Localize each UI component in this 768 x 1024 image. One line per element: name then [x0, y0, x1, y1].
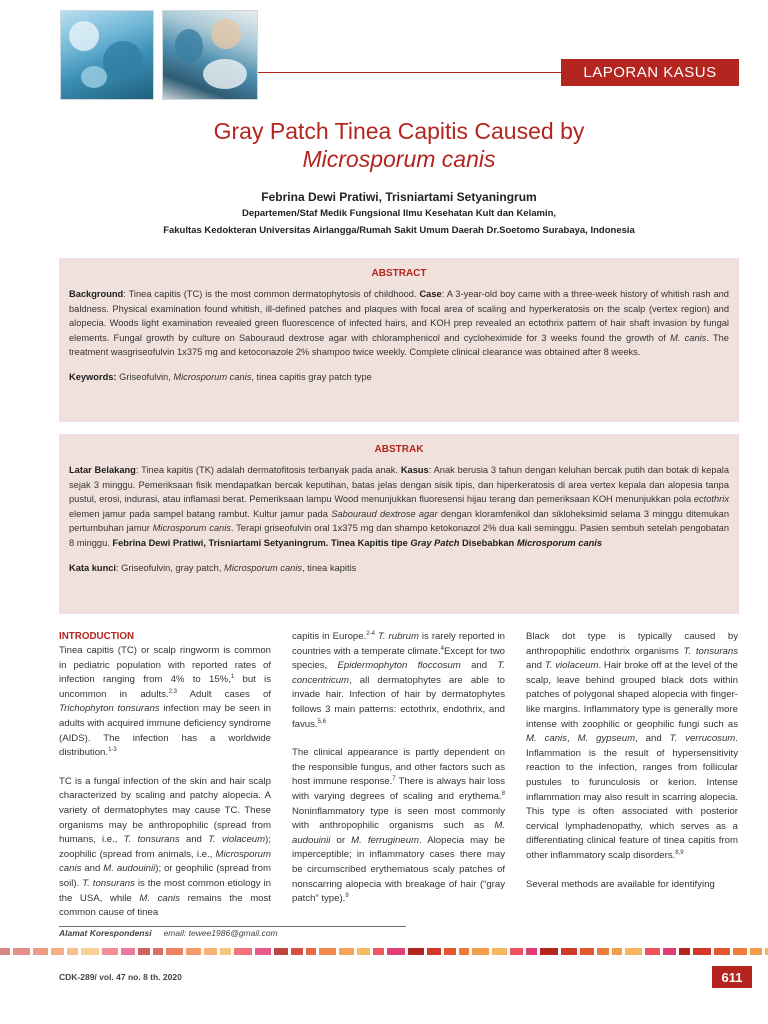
strip-dash: [33, 948, 48, 955]
section-badge: LAPORAN KASUS: [561, 59, 739, 86]
authors: Febrina Dewi Pratiwi, Trisniartami Setyaningrum: [261, 190, 537, 204]
citation-sup: 8: [501, 790, 505, 797]
strip-dash: [81, 948, 99, 955]
strip-dash: [51, 948, 64, 955]
case-text: : A 3-year-old boy came with a three-week history of whitish rash and baldness. Physical examination found whitish, ill-defined patches and plaques with focal area of scaling and hyperkeratosis on the scalp (vertex region) and alopecia. Woods light examination revealed green fluorescence of infected hairs, and KOH prep revealed an ectothrix pattern of hair shaft invasion by fungal elements. Fungal growth by culture on Sabouraud dextrose agar with chloramphenicol and cycloheximide for 3 weeks found the growth of: [69, 289, 729, 343]
paragraph: The clinical appearance is partly dependent on the responsible fungus, and other factors such as host immune response.$^7$ There is always hair loss with varying degrees of scaling and erythema.$^8$ Noninflammatory type is seen most commonly with anthropophilic organisms such as M. audouinii or M. ferrugineum. Alopecia may be imperceptible; in inflammatory cases there may be circumscribed erythematous scaly patches of nonscarring alopecia with breakage of hair (“gray patch” type).$^9$: [292, 747, 506, 905]
article-title-line-2: Microsporum canis: [302, 146, 496, 172]
species-name: Epidermophyton floccosum: [337, 660, 461, 672]
paragraph: Several methods are available for identifying: [526, 878, 715, 890]
strip-dash: [444, 948, 456, 955]
keywords-text: , tinea capitis gray patch type: [251, 371, 372, 382]
strip-dash: [13, 948, 30, 955]
abstract-box: [59, 258, 739, 422]
strip-dash: [459, 948, 469, 955]
header-photo-surgery: [60, 10, 154, 100]
latar-belakang-text: : Tinea kapitis (TK) adalah dermatofitosis terbanyak pada anak.: [135, 465, 401, 475]
strip-dash: [319, 948, 336, 955]
citation-sup: 1-3: [108, 746, 117, 753]
citation-text: Febrina Dewi Pratiwi, Trisniartami Setyaningrum. Tinea Kapitis tipe: [112, 537, 411, 548]
abstract-heading: ABSTRACT: [371, 268, 427, 279]
strip-dash: [291, 948, 303, 955]
citation-text: Disebabkan: [459, 537, 517, 548]
species-name: T. concentricum: [292, 660, 505, 686]
strip-dash: [121, 948, 135, 955]
strip-dash: [373, 948, 384, 955]
species-name: M. audouinii: [292, 820, 505, 846]
strip-dash: [220, 948, 231, 955]
journal-citation: CDK-289/ vol. 47 no. 8 th. 2020: [59, 972, 182, 982]
species-name: T. violaceum: [544, 660, 599, 672]
strip-dash: [186, 948, 201, 955]
species-name: Trichophyton tonsurans: [59, 703, 160, 715]
strip-dash: [0, 948, 10, 955]
strip-dash: [138, 948, 150, 955]
kasus-text: elemen jamur pada sampel batang rambut. Kultur jamur pada: [69, 508, 332, 519]
strip-dash: [274, 948, 288, 955]
strip-dash: [204, 948, 217, 955]
species-name: T. verrucosum: [669, 733, 736, 745]
species-name: Microsporum canis: [224, 562, 303, 573]
strip-dash: [255, 948, 271, 955]
species-name: M. canis: [139, 892, 180, 904]
abstrak-body: [69, 463, 729, 551]
correspondence: [59, 928, 278, 938]
latar-belakang-label: Latar Belakang: [69, 465, 136, 475]
species-name: M. audouinii: [103, 863, 156, 875]
strip-dash: [645, 948, 660, 955]
citation-sup: 2,3: [168, 688, 177, 695]
kata-kunci-label: Kata kunci: [69, 562, 117, 573]
species-name: T. tonsurans: [683, 645, 738, 657]
background-label: Background: [69, 289, 124, 299]
article-title-line-1: Gray Patch Tinea Capitis Caused by: [213, 118, 585, 144]
decorative-color-strip: [0, 944, 768, 959]
case-label: Case: [419, 289, 442, 299]
header-photo-ward: [162, 10, 258, 100]
section-heading-introduction: INTRODUCTION: [59, 631, 135, 642]
background-text: : Tinea capitis (TC) is the most common dermatophytosis of childhood.: [123, 289, 420, 299]
citation-sup: 4: [440, 645, 444, 652]
strip-dash: [561, 948, 577, 955]
citation: [112, 538, 602, 548]
strip-dash: [102, 948, 118, 955]
strip-dash: [166, 948, 183, 955]
strip-dash: [714, 948, 730, 955]
strip-dash: [733, 948, 747, 955]
strip-dash: [580, 948, 594, 955]
strip-dash: [306, 948, 316, 955]
kasus-text: : Anak berusia 3 tahun dengan keluhan bercak putih dan botak di kepala sejak 3 minggu. Pemeriksaan fisik mendapatkan bercak keputihan, batas jelas dengan sisik tipis, dan hiperkeratosis di area vertex kepala dan alopesia tanpa pustul, erosi, indurasi, atau inflamasi berat. Pemeriksaan lampu Wood menunjukkan fluoresensi hijau terang dan pemeriksaan KOH menunjukkan pola: [69, 465, 729, 505]
citation-sup: 1: [230, 674, 235, 680]
species-name: T. tonsurans: [123, 834, 180, 846]
strip-dash: [339, 948, 354, 955]
body-column-1: [59, 630, 271, 921]
species-name: Microsporum canis: [152, 523, 231, 534]
keywords: [69, 370, 729, 385]
species-name: M. canis: [670, 332, 707, 343]
strip-dash: [526, 948, 537, 955]
paragraph: Tinea capitis (TC) or scalp ringworm is common in pediatric population with reported rates of infection ranging from 4% to 15%,$^1$ but is uncommon in adults.$^{2,3}$ Adult cases of Trichophyton tonsurans infection may be seen in adults with acquired immune deficiency syndrome (AIDS). The infection has a worldwide distribution.$^{1-3}$: [59, 645, 271, 759]
strip-dash: [750, 948, 762, 955]
strip-dash: [540, 948, 558, 955]
paragraph: TC is a fungal infection of the skin and hair scalp characterized by scaling and patchy alopecia. A variety of dermatophytes may cause TC. These organisms may be anthropophilic (spread from humans, i.e., T. tonsurans and T. violaceum); zoophilic (spread from animals, i.e., Microsporum canis and M. audouinii); or geophilic (spread from soil). T. tonsurans is the most common etiology in the USA, while M. canis remains the most common cause of tinea: [59, 775, 271, 919]
species-name: Microsporum canis: [59, 848, 271, 875]
strip-dash: [153, 948, 163, 955]
correspondence-label: Alamat Korespondensi: [59, 928, 152, 938]
strip-dash: [625, 948, 642, 955]
strip-dash: [510, 948, 523, 955]
strip-dash: [663, 948, 676, 955]
paragraph: capitis in Europe.$^{2-4}$ T. rubrum is rarely reported in countries with a temperate climate.$^4$Except for two species, Epidermophyton floccosum and T. concentricum, all dermatophytes are able to invade hair. Infection of hair by dermatophytes follows 3 main patterns: ectothrix, endothrix, and favus.$^{5,6}$: [292, 630, 506, 730]
strip-dash: [612, 948, 622, 955]
paragraph: Black dot type is typically caused by anthropophilic endothrix organisms T. tonsurans and T. violaceum. Hair broke off at the level of the scalp, leave behind grouped black dots within patches of polygonal shaped alopecia with finger-like margins. Inflammatory type is generally more intense with zoophilic or geophilic fungi such as M. canis, M. gypseum, and T. verrucosum. Inflammation is the result of hypersensitivity reaction to the infection, ranges from follicular pustules to furunculosis or kerion. Intense inflammation may also result in scarring alopecia. This type is often associated with posterior cervical lymphadenopathy, which serves as a differentiating clinical feature of tinea capitis from other inflammatory scalp disorders.$^{8,9}$: [526, 631, 738, 861]
kata-kunci-text: , tinea kapitis: [302, 562, 357, 573]
kasus-text: dengan kloramfenikol dan sikloheksimid selama 3 minggu ditemukan pertumbuhan jamur: [69, 508, 729, 534]
citation-sup: 5,6: [317, 718, 326, 725]
citation-sup: 9: [345, 892, 349, 899]
strip-dash: [427, 948, 441, 955]
abstrak-box: [59, 434, 739, 614]
strip-dash: [234, 948, 252, 955]
body-column-2: [292, 630, 505, 907]
strip-dash: [679, 948, 690, 955]
species-name: Microsporum canis: [173, 371, 252, 382]
species-name: T. violaceum: [208, 834, 266, 846]
page-number: 611: [712, 966, 752, 988]
strip-dash: [67, 948, 78, 955]
affiliation-line-1: Departemen/Staf Medik Fungsional Ilmu Kesehatan Kult dan Kelamin,: [241, 208, 557, 219]
abstrak-heading: ABSTRAK: [374, 444, 424, 455]
correspondence-email[interactable]: email: tewee1986@gmail.com: [163, 928, 278, 938]
kata-kunci: [69, 561, 729, 576]
strip-dash: [472, 948, 489, 955]
case-text: . The treatment wasgriseofulvin 1x375 mg and ketoconazole 2% shampoo twice weekly. Complete clinical clearance was obtained after 8 weeks.: [69, 332, 729, 358]
citation-sup: 7: [392, 776, 396, 783]
species-name: T. tonsurans: [82, 877, 135, 889]
species-name: M. ferrugineum: [351, 834, 420, 846]
strip-dash: [387, 948, 405, 955]
body-column-3: [526, 630, 738, 892]
strip-dash: [357, 948, 370, 955]
citation-sup: 8,9: [675, 849, 684, 856]
kasus-text: . Terapi griseofulvin oral 1x375 mg dan shampo ketokonazol 2% dua kali seminggu. Pasien sembuh setelah pengobatan 8 minggu.: [69, 523, 730, 548]
abstract-body: [69, 287, 729, 360]
keywords-text: Griseofulvin,: [116, 371, 174, 382]
strip-dash: [408, 948, 424, 955]
kasus-label: Kasus: [400, 465, 429, 475]
species-name: Microsporum canis: [516, 537, 603, 548]
kata-kunci-text: : Griseofulvin, gray patch,: [116, 562, 225, 573]
strip-dash: [492, 948, 507, 955]
italic-term: Gray Patch: [410, 537, 460, 548]
italic-term: Sabouraud dextrose agar: [331, 508, 438, 519]
species-name: M. canis: [526, 733, 567, 745]
footnote-rule: [59, 926, 406, 927]
keywords-label: Keywords:: [69, 371, 117, 382]
species-name: T. rubrum: [374, 631, 419, 642]
citation-sup: 2-4: [366, 630, 375, 637]
italic-term: ectothrix: [693, 494, 729, 505]
strip-dash: [693, 948, 711, 955]
species-name: M. gypseum: [577, 733, 636, 745]
affiliation-line-2: Fakultas Kedokteran Universitas Airlangga/Rumah Sakit Umum Daerah Dr.Soetomo Surabaya, Indonesia: [163, 225, 635, 236]
strip-dash: [597, 948, 609, 955]
